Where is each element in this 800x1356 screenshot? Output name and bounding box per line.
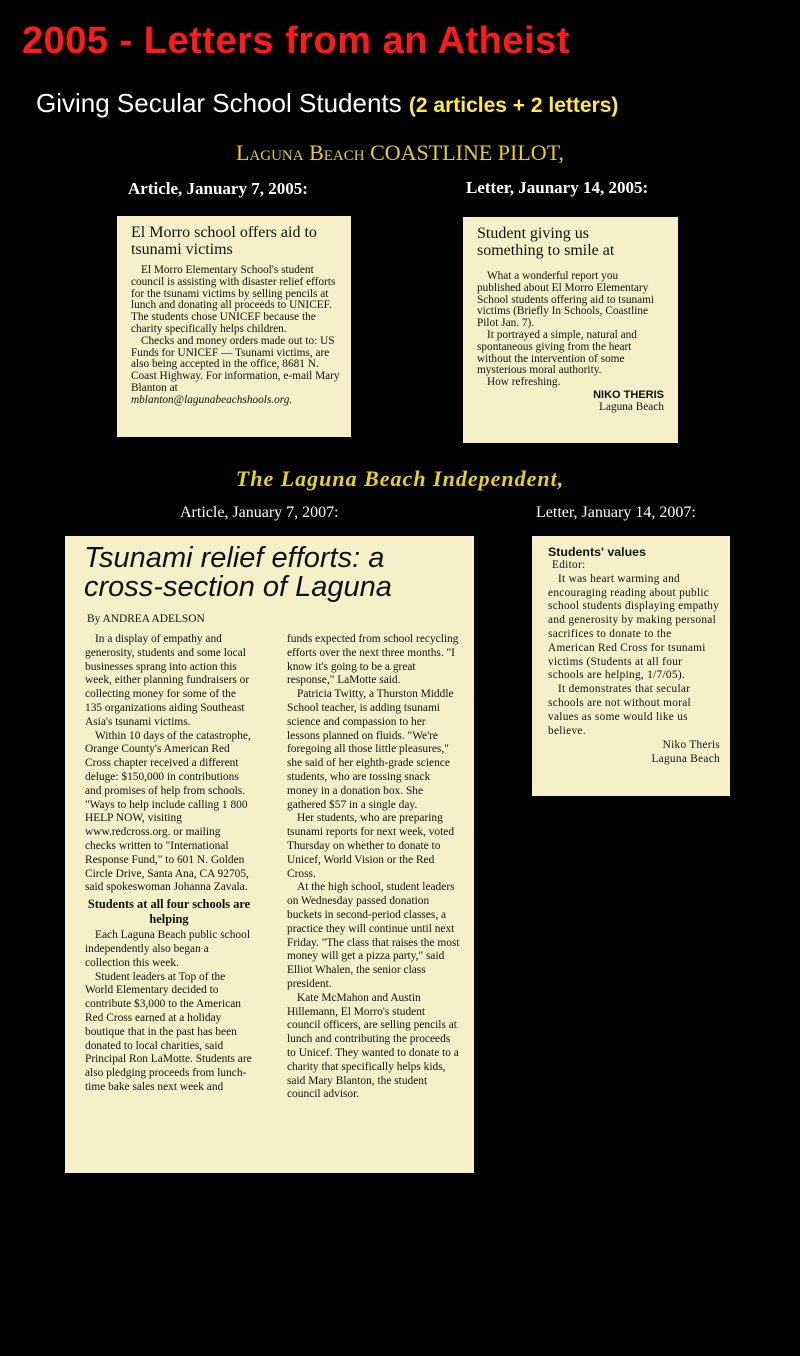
subtitle-text: Giving Secular School Students (36, 88, 402, 118)
article-paragraph: Her students, who are preparing tsunami reports for next week, voted Thursday on whether to donate to Unicef, World Vision or the Red Cross. (287, 812, 455, 880)
pilot-letter-paragraph: What a wonderful report you published about El Morro Elementary School students offering aid to tsunami victims (Briefly In Schools, Coastline Pilot Jan. 7). (477, 270, 655, 330)
independent-letter-signature: Niko Theris (662, 739, 720, 752)
independent-letter-town: Laguna Beach (651, 753, 720, 766)
subtitle-count: (2 articles + 2 letters) (408, 94, 619, 117)
independent-article-column-2 (287, 633, 461, 1102)
page-subtitle (36, 88, 618, 119)
pilot-letter-date-label: Letter, Jaunary 14, 2005: (466, 178, 649, 197)
independent-article-date-label: Article, January 7, 2007: (180, 504, 339, 521)
article-paragraph: Patricia Twitty, a Thurston Middle School teacher, is adding tsunami science and compassion to her lessons planned on fluids. "We're foregoing all those little pleasures," she said of her eighth-grade science students, who are tossing snack money in a donation box. She gathered $57 in a single day. (287, 688, 454, 811)
pilot-article-date-label: Article, January 7, 2005: (128, 179, 308, 198)
article-paragraph: Each Laguna Beach public school independently also began a collection this week. (85, 929, 250, 969)
pilot-letter-signature: NIKO THERIS (593, 388, 664, 401)
coastline-pilot-heading: Laguna Beach COASTLINE PILOT, (235, 140, 564, 165)
independent-article-column-1 (85, 633, 253, 1095)
article-paragraph: Student leaders at Top of the World Elementary decided to contribute $3,000 to the American Red Cross earned at a holiday boutique that in the past has been donated to local charities, said Principal Ron LaMotte. Students are also pledging proceeds from lunch-time bake sales next week and (85, 970, 252, 1093)
letter-paragraph: It demonstrates that secular schools are not without moral values as some would like us believe. (548, 683, 691, 737)
article-subhead: Students at all four schools are helping (87, 897, 251, 927)
article-paragraph: funds expected from school recycling efforts over the next three months. "I know it's going to be a great response," LaMotte said. (287, 633, 459, 687)
article-paragraph: At the high school, student leaders on Wednesday passed donation buckets in second-period classes, a practice they will continue until next Friday. "The class that raises the most money will get a pizza party," said Elliot Whalen, the senior class president. (287, 881, 460, 990)
pilot-article-body (131, 265, 341, 407)
pilot-letter-paragraph: It portrayed a simple, natural and spontaneous giving from the heart without the intervention of some mysterious moral authority. (477, 328, 637, 377)
letter-paragraph: It was heart warming and encouraging reading about public school students displaying empathy and generosity by making personal sacrifices to donate to the American Red Cross for tsunami victims (Students at all four schools are helping, 1/7/05). (548, 572, 720, 682)
article-paragraph: In a display of empathy and generosity, students and some local businesses sprang into action this week, either planning fundraisers or collecting money for some of the 135 organizations aiding Southeast Asia's tsunami victims. (85, 633, 250, 728)
independent-article-byline: By ANDREA ADELSON (87, 613, 205, 625)
pilot-article-paragraph: El Morro Elementary School's student council is assisting with disaster relief efforts for the tsunami victims by selling pencils at lunch and donating all proceeds to UNICEF. The students chose UNICEF because the charity specifically helps children. (131, 264, 336, 335)
article-paragraph: Kate McMahon and Austin Hillemann, El Morro's student council officers, are selling pencils at lunch and contributing the proceeds to Unicef. They wanted to donate to a charity that specifically helps kids, said Mary Blanton, the student council advisor. (287, 991, 459, 1101)
pilot-letter-paragraph: How refreshing. (487, 376, 561, 389)
pilot-article-headline: El Morro school offers aid to tsunami victims (131, 224, 317, 258)
independent-article-headline: Tsunami relief efforts: a cross-section of Laguna (84, 542, 392, 603)
article-paragraph: Within 10 days of the catastrophe, Orange County's American Red Cross chapter received a different deluge: $150,000 in contributions and promises of help from schools. "Ways to help include calling 1 800 HELP NOW, visiting www.redcross.org. or mailing checks written to "International Response Fund," to 601 N. Golden Circle Drive, Santa Ana, CA 92705, said spokeswoman Johanna Zavala. (85, 729, 251, 894)
pilot-letter-clipping (463, 217, 678, 443)
independent-letter-salutation: Editor: (552, 559, 586, 571)
laguna-independent-heading: The Laguna Beach Independent, (235, 466, 565, 491)
independent-letter-clipping (532, 536, 730, 796)
pilot-letter-body (477, 271, 664, 389)
pilot-article-paragraph: Checks and money orders made out to: US Funds for UNICEF — Tsunami victims, are also being accepted in the office, 8681 N. Coast Highway. For information, e-mail Mary Blanton at (131, 334, 340, 394)
pilot-letter-town: Laguna Beach (599, 400, 664, 413)
page-title: 2005 - Letters from an Atheist (22, 20, 570, 62)
independent-letter-date-label: Letter, January 14, 2007: (536, 504, 696, 521)
independent-article-clipping (65, 536, 474, 1173)
pilot-letter-headline: Student giving us something to smile at (477, 225, 615, 259)
independent-letter-body (548, 573, 720, 739)
pilot-article-email: mblanton@lagunabeachshools.org. (131, 393, 293, 406)
independent-letter-headline: Students' values (548, 545, 646, 559)
pilot-article-clipping (117, 216, 351, 437)
